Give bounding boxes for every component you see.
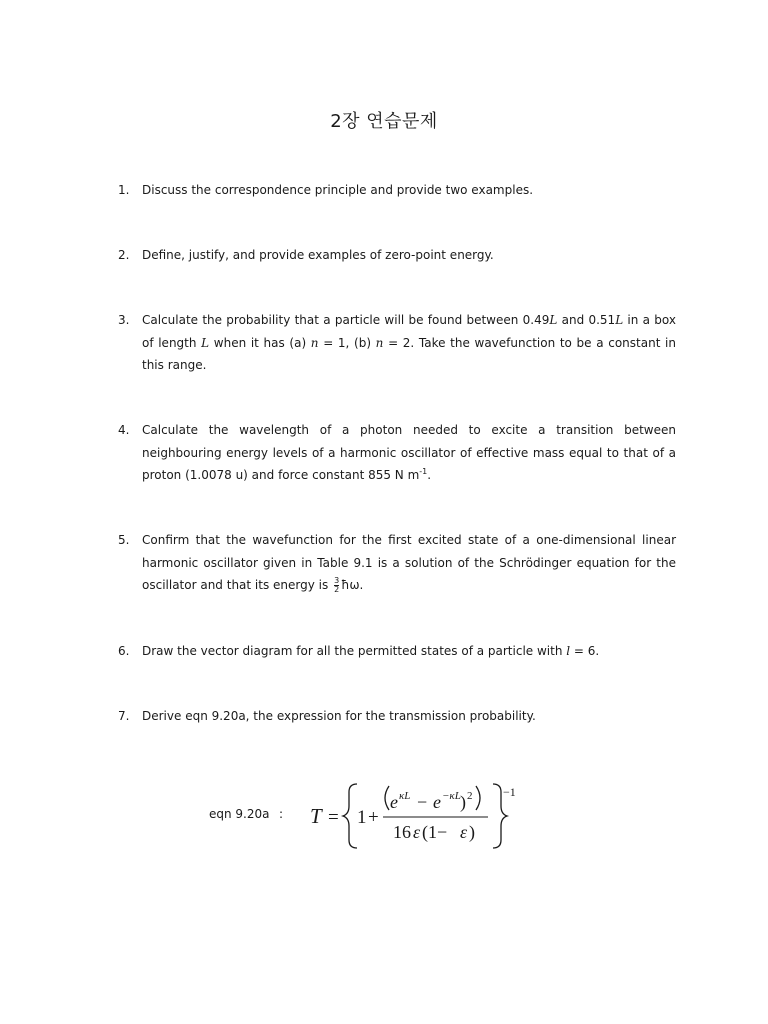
eq-close-paren-inner: ) (460, 792, 466, 812)
eq-exp1: κL (399, 790, 411, 802)
eq-T: T (310, 804, 322, 828)
question-text: Discuss the correspondence principle and provide two examples. (142, 183, 534, 197)
question-text: Calculate the wavelength of a photon needed to excite a transition between neighbouring energy levels of a harmonic oscillator of effective mass equal to that of a proton (1.0078 u) and force constant 855 N $m^{-1}$. (142, 423, 676, 482)
exponent: -1 (419, 467, 428, 476)
fraction-three-halves: $\frac{3}{2}$ (334, 576, 340, 594)
eq-den-eps2: ε (460, 822, 468, 842)
equation-colon: : (279, 807, 284, 821)
question-7 (118, 705, 676, 728)
eq-num-left-paren (385, 786, 389, 810)
hbar-omega: ħω (341, 578, 360, 592)
eq-den-eps1: ε (413, 822, 421, 842)
equation-label: eqn 9.20a (209, 807, 270, 821)
eq-exp2: −κL (442, 790, 461, 802)
question-5 (118, 529, 676, 597)
variable-L: L (549, 313, 558, 327)
question-text: Confirm that the wavefunction for the first excited state of a one-dimensional linear harmonic oscillator given in Table 9.1 is a solution of the Schrödinger equation for the oscillator and that its energy is $\frac{3}{2}$ ħω. (142, 533, 676, 594)
eq-left-brace (343, 784, 357, 848)
variable-l: l (566, 644, 571, 658)
question-number: 1. (118, 183, 130, 197)
eq-den-paren: (1− (422, 822, 448, 842)
eq-den-close: ) (469, 822, 475, 842)
eq-plus: + (368, 807, 379, 828)
eq-e2: e (433, 792, 441, 812)
page-title: 2장 연습문제 (330, 111, 438, 132)
question-6 (118, 640, 676, 663)
variable-L: L (201, 335, 210, 350)
question-number: 7. (118, 709, 130, 723)
variable-L: L (615, 313, 624, 327)
eq-equals: = (328, 807, 339, 828)
eq-e1: e (390, 792, 398, 812)
variable-n: n (375, 335, 384, 350)
question-3 (118, 309, 676, 377)
eq-square: 2 (467, 790, 473, 802)
question-number: 2. (118, 248, 130, 262)
question-text: Derive eqn 9.20a, the expression for the transmission probability. (142, 709, 536, 723)
question-text: Define, justify, and provide examples of zero-point energy. (142, 248, 494, 262)
eq-den-coef: 16 (393, 822, 411, 842)
question-number: 6. (118, 644, 130, 658)
eq-one: 1 (357, 807, 367, 828)
question-number: 3. (118, 313, 130, 327)
variable-n: n (310, 335, 319, 350)
eq-minus: − (417, 792, 428, 812)
question-text: Calculate the probability that a particle will be found between 0.49L and 0.51L in a box of length L when it has (a) n = 1, (b) n = 2. Take the wavefunction to be a constant in this range. (142, 313, 676, 372)
question-text: Draw the vector diagram for all the permitted states of a particle with l = 6. (142, 644, 600, 658)
question-number: 4. (118, 423, 130, 437)
eq-num-right-paren (476, 786, 480, 810)
question-2 (118, 244, 676, 267)
question-4 (118, 419, 676, 487)
equation-9-20a (300, 776, 530, 852)
question-number: 5. (118, 533, 130, 547)
eq-power: −1 (503, 785, 516, 799)
question-1 (118, 179, 676, 202)
